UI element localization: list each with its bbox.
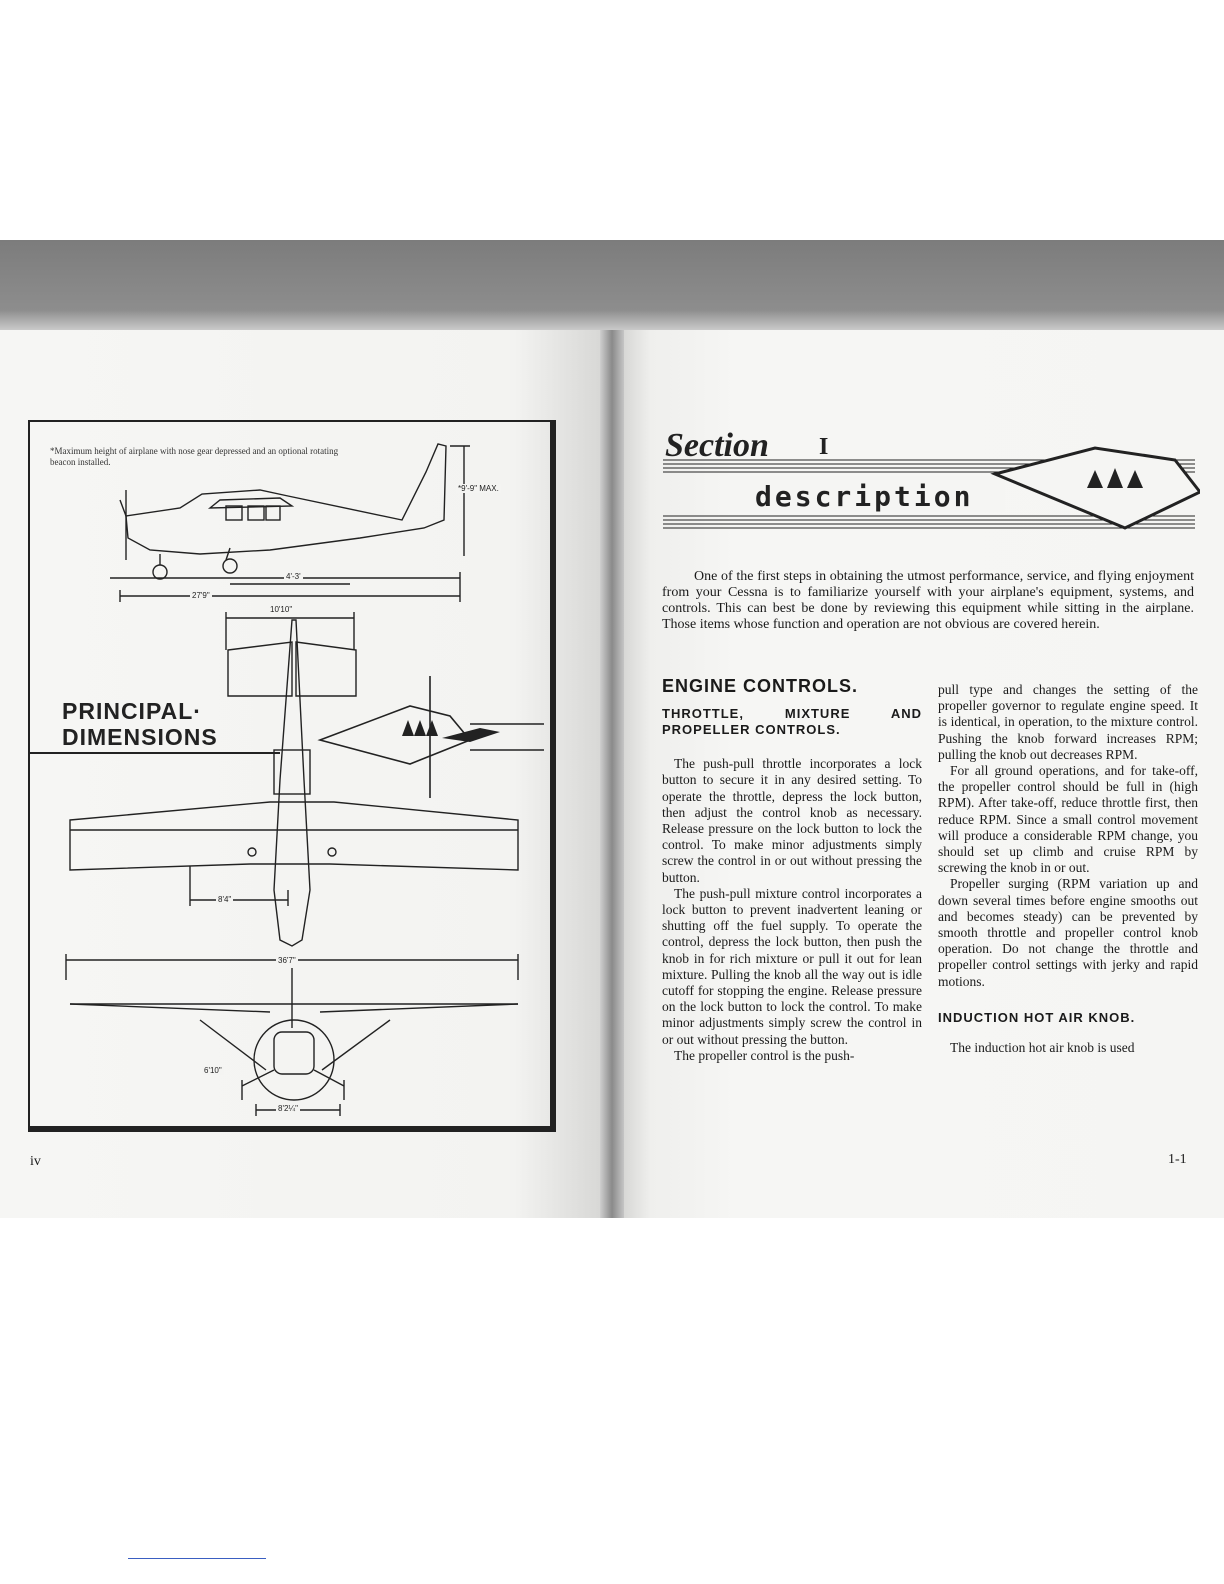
paragraph-propeller-cont: pull type and changes the setting of the propeller governor to regulate engine speed. It is identical, in operation, to the mixture control. Pushing the knob forward increases RPM; pulling the knob out decreases RPM. xyxy=(938,682,1198,762)
paragraph-mixture: The push-pull mixture control incorporates a lock button to prevent inadvertent leaning or shutting off the fuel supply. To operate the control, depress the lock button, then push the knob in for rich mixture or pull it out for lean mixture. Pulling the knob all the way out is idle cutoff for stopping the engine. Release pressure on the lock button to lock the control. To make minor adjustments simply screw the control in or out without pressing the button. xyxy=(662,885,922,1047)
dim-4ft3: 4'-3' xyxy=(286,572,301,581)
dim-8ft4: 8'4" xyxy=(218,895,232,904)
page-number-left: iv xyxy=(30,1154,41,1169)
paragraph-propeller-start: The propeller control is the push- xyxy=(674,1047,855,1063)
height-footnote: *Maximum height of airplane with nose gear depressed and an optional rotating beacon installed. xyxy=(50,446,339,467)
text-column-left xyxy=(662,678,922,1064)
dim-stabilizer-span: 10'10" xyxy=(270,605,293,614)
heading-engine-controls: ENGINE CONTROLS. xyxy=(662,676,859,696)
paragraph-surging: Propeller surging (RPM variation up and down several times before engine smooths out and becomes steady) can be prevented by smooth throttle and propeller control knob operation. Do not change the throttle and propeller control settings with jerky and rapid motions. xyxy=(938,876,1198,989)
text-column-right xyxy=(938,682,1198,1056)
bottom-link-underline xyxy=(128,1558,266,1559)
page-number-right: 1-1 xyxy=(1168,1152,1187,1167)
dim-prop: 6'10" xyxy=(204,1066,222,1075)
cessna-emblem-left xyxy=(320,676,544,798)
paragraph-ground-ops: For all ground operations, and for take-off, the propeller control should be full in (high RPM). After take-off, reduce throttle first, then reduce RPM. Since a small control movement will produce a considerable RPM change, you should set up climb and cruise RPM by screwing the knob in or out. xyxy=(938,763,1198,876)
book-gutter xyxy=(600,330,624,1218)
title-line-1: PRINCIPAL· xyxy=(62,698,202,724)
dim-wing-span: 36'7" xyxy=(278,956,296,965)
heading-induction: INDUCTION HOT AIR KNOB. xyxy=(938,1009,1136,1025)
section-title: description xyxy=(755,480,974,513)
airplane-three-view-drawing xyxy=(30,420,556,1132)
airplane-front-view xyxy=(66,954,518,1116)
subheading-throttle: THROTTLE, MIXTURE AND PROPELLER CONTROLS. xyxy=(662,706,922,738)
principal-dimensions-title xyxy=(62,698,218,750)
title-line-2: DIMENSIONS xyxy=(62,724,218,750)
intro-paragraph: One of the first steps in obtaining the utmost performance, service, and flying enjoyment from your Cessna is to familiarize yourself with your airplane's equipment, systems, and controls. This can best be done by reviewing this equipment while sitting in the airplane. Those items whose function and operation are not obvious are covered herein. xyxy=(662,569,1194,632)
dim-track: 8'2¼" xyxy=(278,1104,298,1113)
dim-height: *9'-9" MAX. xyxy=(458,484,499,493)
paragraph-induction: The induction hot air knob is used xyxy=(950,1040,1135,1056)
section-header-banner xyxy=(655,418,1200,546)
title-rule xyxy=(30,752,280,754)
paragraph-throttle: The push-pull throttle incorporates a lock button to secure it in any desired setting. To operate the throttle, depress the lock button, then adjust the control knob as necessary. Release pressure on the lock button to lock the control. To make minor adjustments simply screw the control in or out without pressing the button. xyxy=(662,756,922,885)
airplane-top-view xyxy=(70,612,518,946)
section-script-text: Section xyxy=(665,427,769,464)
dim-length: 27'9" xyxy=(192,591,210,600)
section-numeral: I xyxy=(819,434,829,460)
